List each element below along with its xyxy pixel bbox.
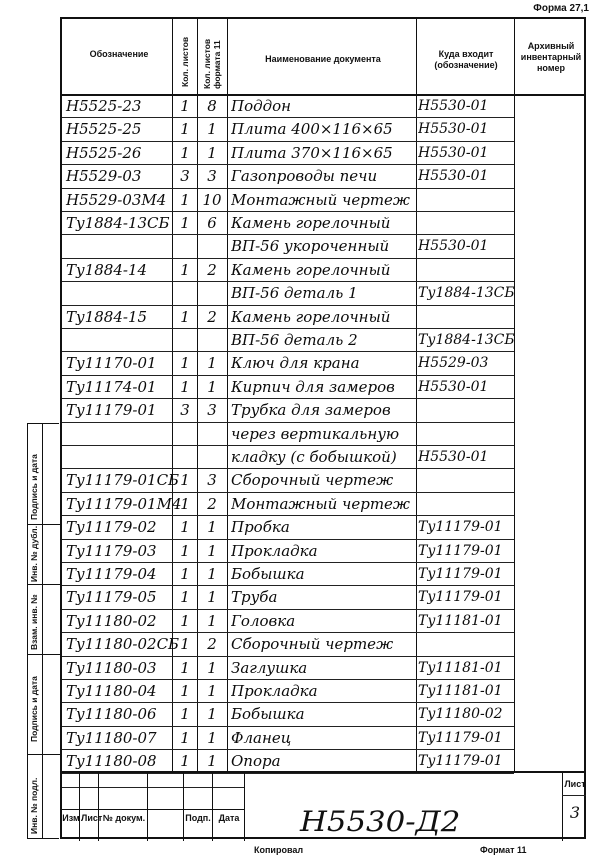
row-doc-name: Камень горелочный bbox=[231, 307, 391, 326]
header-where-used: Куда входит (обозначение) bbox=[434, 49, 498, 70]
tb-list: Лист bbox=[81, 813, 103, 823]
table-row bbox=[62, 540, 586, 563]
row-sheet-count: 3 bbox=[180, 167, 190, 186]
row-doc-name: кладку (с бобышкой) bbox=[231, 448, 397, 466]
tb-doc-no: № докум. bbox=[102, 813, 146, 823]
table-row bbox=[62, 259, 586, 282]
row-sheet-count-format: 2 bbox=[207, 307, 217, 326]
row-sheet-count-format: 1 bbox=[207, 518, 217, 537]
row-designation: Ту11180-04 bbox=[66, 682, 157, 700]
row-designation: Ту11180-03 bbox=[66, 658, 157, 677]
title-block-divider bbox=[183, 771, 184, 841]
row-doc-name: Бобышка bbox=[231, 705, 305, 724]
row-sheet-count: 3 bbox=[180, 401, 190, 420]
row-doc-name: Опора bbox=[231, 752, 281, 771]
table-row bbox=[62, 633, 586, 656]
header-archive-number: Архивный инвентарный номер bbox=[520, 41, 582, 73]
side-label-replaced-inv: Взам. инв. № bbox=[29, 594, 39, 650]
strip-divider bbox=[28, 584, 60, 585]
row-sheet-count: 1 bbox=[180, 658, 190, 677]
table-row bbox=[62, 329, 586, 352]
row-designation: Ту11180-07 bbox=[66, 728, 157, 747]
row-doc-name: Поддон bbox=[231, 97, 292, 115]
strip-divider bbox=[28, 654, 60, 655]
row-designation: Ту1884-14 bbox=[66, 260, 148, 279]
table-row bbox=[62, 680, 586, 703]
table-row bbox=[62, 212, 586, 235]
title-block-divider bbox=[147, 771, 148, 841]
side-label-sign-date: Подпись и дата bbox=[29, 454, 39, 520]
row-doc-name: Камень горелочный bbox=[231, 214, 391, 232]
row-sheet-count-format: 1 bbox=[207, 143, 217, 162]
table-row bbox=[62, 423, 586, 446]
footer-copied: Копировал bbox=[254, 845, 304, 855]
row-sheet-count: 1 bbox=[180, 588, 190, 607]
row-where-used: H5530-01 bbox=[418, 121, 489, 138]
row-where-used: Ту11181-01 bbox=[418, 683, 503, 699]
row-doc-name: Монтажный чертеж bbox=[231, 494, 410, 513]
row-designation: Ту11174-01 bbox=[66, 377, 157, 396]
row-where-used: Ту11179-01 bbox=[418, 729, 503, 746]
row-sheet-count-format: 2 bbox=[207, 260, 217, 279]
table-row bbox=[62, 493, 586, 516]
row-sheet-count-format: 1 bbox=[207, 541, 217, 560]
row-sheet-count-format: 1 bbox=[207, 658, 217, 677]
row-sheet-count-format: 1 bbox=[207, 120, 217, 139]
row-sheet-count-format: 1 bbox=[207, 588, 217, 607]
row-doc-name: Кирпич для замеров bbox=[231, 377, 395, 396]
row-where-used: H5530-01 bbox=[418, 238, 489, 255]
row-where-used: H5530-01 bbox=[418, 168, 489, 185]
row-doc-name: ВП-56 укороченный bbox=[231, 237, 390, 256]
row-doc-name: Труба bbox=[231, 588, 278, 607]
row-where-used: H5530-01 bbox=[418, 144, 489, 161]
tb-data: Дата bbox=[218, 813, 240, 823]
table-row bbox=[62, 469, 586, 492]
strip-divider bbox=[28, 754, 60, 755]
row-sheet-count: 1 bbox=[180, 565, 190, 583]
row-designation: Ту11180-08 bbox=[66, 752, 157, 771]
title-block-divider bbox=[212, 771, 213, 841]
row-sheet-count-format: 1 bbox=[207, 682, 217, 700]
table-row bbox=[62, 142, 586, 165]
row-where-used: Ту1884-13СБ bbox=[418, 332, 515, 348]
row-sheet-count: 1 bbox=[180, 494, 190, 513]
row-designation: Ту11179-05 bbox=[66, 588, 157, 607]
row-where-used: Ту11179-01 bbox=[418, 542, 503, 559]
row-where-used: Ту11179-01 bbox=[418, 753, 503, 770]
tb-podp: Подп. bbox=[185, 813, 211, 823]
row-doc-name: Прокладка bbox=[231, 682, 318, 700]
row-sheet-count-format: 3 bbox=[207, 167, 217, 186]
row-sheet-count-format: 6 bbox=[207, 214, 217, 232]
row-designation: Ту11180-02 bbox=[66, 611, 157, 630]
row-designation: Ту11179-01 bbox=[66, 401, 157, 420]
strip-divider bbox=[28, 524, 60, 525]
row-sheet-count: 1 bbox=[180, 728, 190, 747]
table-row bbox=[62, 235, 586, 258]
row-designation: H5529-03M4 bbox=[66, 190, 167, 209]
row-designation: Ту11179-02 bbox=[66, 518, 157, 537]
row-doc-name: Сборочный чертеж bbox=[231, 471, 394, 490]
tb-sheet-number: 3 bbox=[569, 803, 581, 822]
row-sheet-count: 1 bbox=[180, 97, 190, 115]
document-number: H5530-Д2 bbox=[300, 805, 461, 838]
title-block-divider bbox=[98, 771, 99, 841]
strip-inner-line bbox=[42, 424, 43, 838]
tb-sheet-label: Лист bbox=[564, 779, 586, 789]
title-block-line bbox=[562, 795, 586, 796]
row-doc-name: Газопроводы печи bbox=[231, 167, 378, 186]
row-where-used: H5529-03 bbox=[418, 355, 489, 372]
row-where-used: H5530-01 bbox=[418, 98, 489, 114]
row-sheet-count: 1 bbox=[180, 307, 190, 326]
row-where-used: Ту11181-01 bbox=[418, 659, 503, 676]
row-designation: H5525-23 bbox=[66, 97, 142, 115]
row-sheet-count: 1 bbox=[180, 120, 190, 139]
side-label-sign-date-2: Подпись и дата bbox=[29, 676, 39, 742]
row-doc-name: Трубка для замеров bbox=[231, 401, 391, 420]
row-designation: Ту1884-15 bbox=[66, 307, 148, 326]
row-sheet-count: 1 bbox=[180, 190, 190, 209]
table-row bbox=[62, 446, 586, 469]
table-row bbox=[62, 586, 586, 609]
title-block-divider bbox=[244, 771, 245, 841]
table-row bbox=[62, 610, 586, 633]
row-sheet-count-format: 1 bbox=[207, 377, 217, 396]
row-doc-name: Монтажный чертеж bbox=[231, 190, 410, 209]
table-row bbox=[62, 282, 586, 305]
row-where-used: Ту11181-01 bbox=[418, 612, 503, 629]
row-designation: Ту11170-01 bbox=[66, 354, 157, 373]
header-designation: Обозначение bbox=[89, 49, 149, 59]
row-sheet-count: 1 bbox=[180, 541, 190, 560]
row-sheet-count-format: 1 bbox=[207, 565, 217, 583]
row-doc-name: Камень горелочный bbox=[231, 260, 391, 279]
row-designation: H5525-26 bbox=[66, 143, 142, 162]
row-sheet-count-format: 1 bbox=[207, 728, 217, 747]
row-sheet-count-format: 1 bbox=[207, 705, 217, 724]
row-doc-name: Бобышка bbox=[231, 565, 305, 583]
row-sheet-count-format: 3 bbox=[207, 471, 217, 490]
row-where-used: H5530-01 bbox=[418, 449, 489, 465]
row-doc-name: ВП-56 деталь 1 bbox=[231, 284, 358, 303]
row-designation: Ту11179-01СБ bbox=[66, 471, 180, 490]
row-sheet-count-format: 2 bbox=[207, 494, 217, 513]
row-doc-name: через вертикальную bbox=[231, 424, 400, 443]
row-doc-name: Прокладка bbox=[231, 541, 318, 560]
row-where-used: Ту11179-01 bbox=[418, 519, 503, 536]
table-row bbox=[62, 306, 586, 329]
title-block-top bbox=[62, 771, 586, 773]
header-doc-name: Наименование документа bbox=[265, 54, 381, 64]
row-designation: Ту11179-01M4 bbox=[66, 494, 182, 513]
form-label: Форма 27,1 bbox=[533, 3, 589, 14]
table-row bbox=[62, 703, 586, 726]
table-row bbox=[62, 165, 586, 188]
title-block-divider bbox=[79, 771, 80, 841]
row-sheet-count-format: 10 bbox=[202, 190, 222, 209]
row-sheet-count-format: 2 bbox=[207, 635, 217, 654]
row-doc-name: Фланец bbox=[231, 728, 292, 747]
header-sheet-count-format: Кол. листов формата 11 bbox=[202, 38, 222, 89]
table-row bbox=[62, 95, 586, 118]
row-doc-name: Заглушка bbox=[231, 658, 308, 677]
row-doc-name: Плита 370×116×65 bbox=[231, 143, 393, 162]
row-sheet-count: 1 bbox=[180, 611, 190, 630]
row-sheet-count: 1 bbox=[180, 354, 190, 373]
title-block-line bbox=[62, 787, 244, 788]
table-row bbox=[62, 657, 586, 680]
header-sheet-count: Кол. листов bbox=[180, 36, 190, 87]
table-row bbox=[62, 376, 586, 399]
document-list-table bbox=[60, 17, 586, 839]
row-sheet-count: 1 bbox=[180, 214, 190, 232]
row-doc-name: Пробка bbox=[231, 518, 290, 537]
row-doc-name: Головка bbox=[231, 611, 296, 630]
row-sheet-count-format: 3 bbox=[207, 401, 217, 420]
table-row bbox=[62, 399, 586, 422]
row-sheet-count: 1 bbox=[180, 143, 190, 162]
row-doc-name: ВП-56 деталь 2 bbox=[231, 331, 358, 349]
side-label-orig-inv: Инв. № подл. bbox=[29, 777, 39, 834]
row-where-used: Ту1884-13СБ bbox=[418, 285, 515, 302]
table-row bbox=[62, 563, 586, 586]
row-sheet-count: 1 bbox=[180, 635, 190, 654]
row-designation: Ту1884-13СБ bbox=[66, 214, 170, 232]
row-sheet-count: 1 bbox=[180, 705, 190, 724]
row-designation: H5525-25 bbox=[66, 120, 142, 139]
row-sheet-count-format: 1 bbox=[207, 611, 217, 630]
row-designation: Ту11179-04 bbox=[66, 565, 157, 583]
row-sheet-count: 1 bbox=[180, 682, 190, 700]
row-doc-name: Ключ для крана bbox=[231, 354, 360, 373]
side-label-dup-inv: Инв. № дубл. bbox=[29, 525, 39, 582]
row-where-used: Ту11179-01 bbox=[418, 589, 503, 606]
row-sheet-count: 1 bbox=[180, 518, 190, 537]
row-sheet-count: 1 bbox=[180, 752, 190, 771]
table-row bbox=[62, 352, 586, 375]
table-row bbox=[62, 189, 586, 212]
row-doc-name: Плита 400×116×65 bbox=[231, 120, 393, 139]
tb-izm: Изм bbox=[62, 813, 80, 823]
row-designation: H5529-03 bbox=[66, 167, 142, 186]
row-designation: Ту11180-02СБ bbox=[66, 635, 180, 654]
row-where-used: Ту11179-01 bbox=[418, 566, 503, 582]
row-doc-name: Сборочный чертеж bbox=[231, 635, 394, 654]
row-where-used: Ту11180-02 bbox=[418, 706, 503, 723]
row-sheet-count-format: 1 bbox=[207, 354, 217, 373]
table-row bbox=[62, 118, 586, 141]
row-sheet-count-format: 1 bbox=[207, 752, 217, 771]
row-designation: Ту11180-06 bbox=[66, 705, 157, 724]
row-sheet-count-format: 8 bbox=[207, 97, 217, 115]
table-row bbox=[62, 516, 586, 539]
row-sheet-count: 1 bbox=[180, 260, 190, 279]
title-block-line bbox=[62, 809, 244, 810]
table-row bbox=[62, 727, 586, 750]
footer-format: Формат 11 bbox=[480, 845, 527, 855]
row-designation: Ту11179-03 bbox=[66, 541, 157, 560]
row-sheet-count: 1 bbox=[180, 377, 190, 396]
side-signature-strip bbox=[27, 423, 59, 839]
row-where-used: H5530-01 bbox=[418, 378, 489, 395]
row-sheet-count: 1 bbox=[180, 471, 190, 490]
